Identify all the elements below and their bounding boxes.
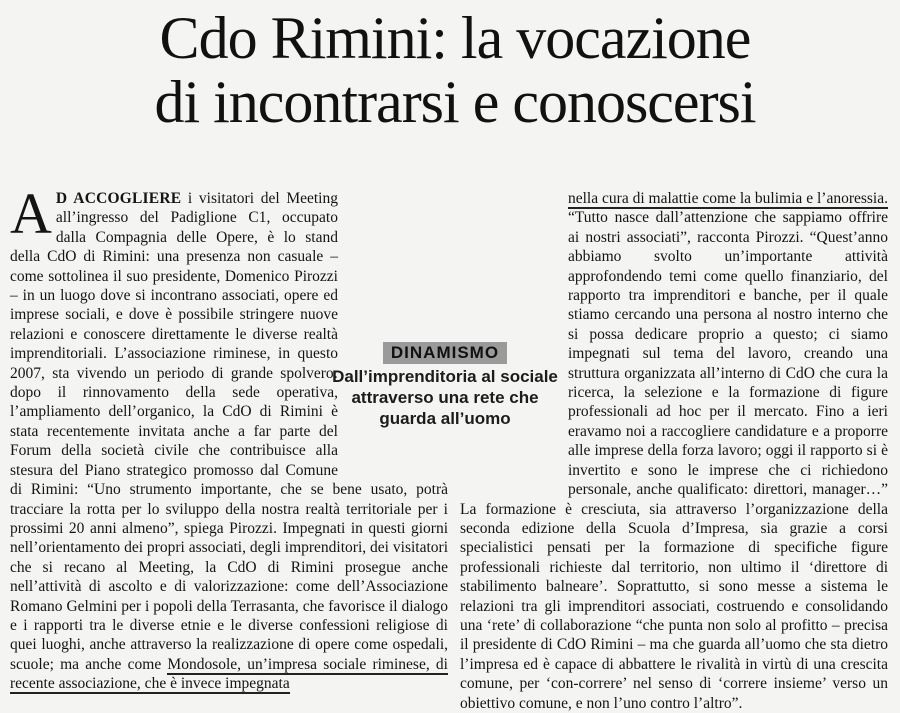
underlined-text-left: Mondosole, un’impresa sociale riminese, di recente associazione, che è invece impegnata [10,655,448,693]
article-column-right [460,189,888,713]
article-lead: D ACCOGLIERE [55,190,182,207]
underlined-text-right: nella cura di malattie come la bulimia e l’anoressia. [568,190,888,207]
headline-line-2: di incontrarsi e conoscersi [154,69,756,135]
headline-line-1: Cdo Rimini: la vocazione [159,5,751,71]
pullquote-body: Dall’imprenditoria al sociale attraverso una rete che guarda all’uomo [332,367,558,428]
article-text-right: “Tutto nasce dall’attenzione che sappiamo offrire ai nostri associati”, racconta Pirozzi. “Quest’anno abbiamo svolto un’importante attività approfondendo temi come quello finanziario, del rapporto tra imprenditori e banche, per il quale stiamo cercando una persona al nostro interno che si possa dedicare proprio a questo; ci siamo impegnati sul tema del lavoro, creando una struttura organizzata all’interno di CdO che cura la ricerca, la selezione e la formazione di figure professionali ad hoc per il mercato. Fino a ieri eravamo noi a raccogliere candidature e a proporre alle imprese della forza lavoro; oggi il rapporto si è invertito e sono le imprese che ci richiedono personale, anche qualificato: direttori, manager…” La formazione è cresciuta, sia attraverso l’organizzazione della seconda edizione della Scuola d’Impresa, sia grazie a corsi specialistici pensati per la formazione di specifiche figure professionali richieste dal territorio, non ultimo il ‘direttore di stabilimento balneare’. Soprattutto, si sono messe a sistema le relazioni tra gli imprenditori associati, costruendo e consolidando una ‘rete’ di collaborazione “che punta non solo al profitto – precisa il presidente di CdO Rimini – ma che guarda all’uomo che sta dietro l’impresa ed è capace di abbattere le rivalità in virtù di una crescita comune, per ‘con-correre’ nel senso di ‘correre insieme’ verso un obiettivo comune, e non l’uno contro l’altro”. [460,209,888,712]
headline [40,6,870,134]
pullquote [330,342,560,429]
pullquote-kicker: DINAMISMO [383,342,507,364]
article-text-left: i visitatori del Meeting all’ingresso del Padiglione C1, occupato dalla Compagnia delle Opere, è lo stand della CdO di Rimini: una presenza non casuale – come sottolinea il suo presidente, Domenico Pirozzi – in un luogo dove si incontrano associati, opere ed imprese sociali, e dove è possibile stringere nuove relazioni e conoscere direttamente le diverse realtà imprenditoriali. L’associazione riminese, in questo 2007, sta vivendo un periodo di grande spolvero: dopo il rinnovamento della sede operativa, l’ampliamento dell’organico, la CdO di Rimini è stata recentemente invitata anche a far parte del Forum della società civile che contribuisce alla stesura del Piano strategico promosso dal Comune di Rimini: “Uno strumento importante, che se bene usato, potrà tracciare la rotta per lo sviluppo della nostra realtà territoriale per i prossimi 20 anni almeno”, spiega Pirozzi. Impegnati in questi giorni nell’orientamento dei propri associati, degli imprenditori, dei visitatori che si recano al Meeting, la CdO di Rimini prosegue anche nell’attività di ascolto e di valorizzazione: come dell’Associazione Romano Gelmini per i popoli della Terrasanta, che favorisce il dialogo e i rapporti tra le diverse etnie e le diverse confessioni religiose di quei luoghi, anche attraverso la realizzazione di opere come ospedali, scuole; ma anche come [10,190,448,673]
dropcap: A [10,181,52,246]
article-column-left [10,181,448,694]
